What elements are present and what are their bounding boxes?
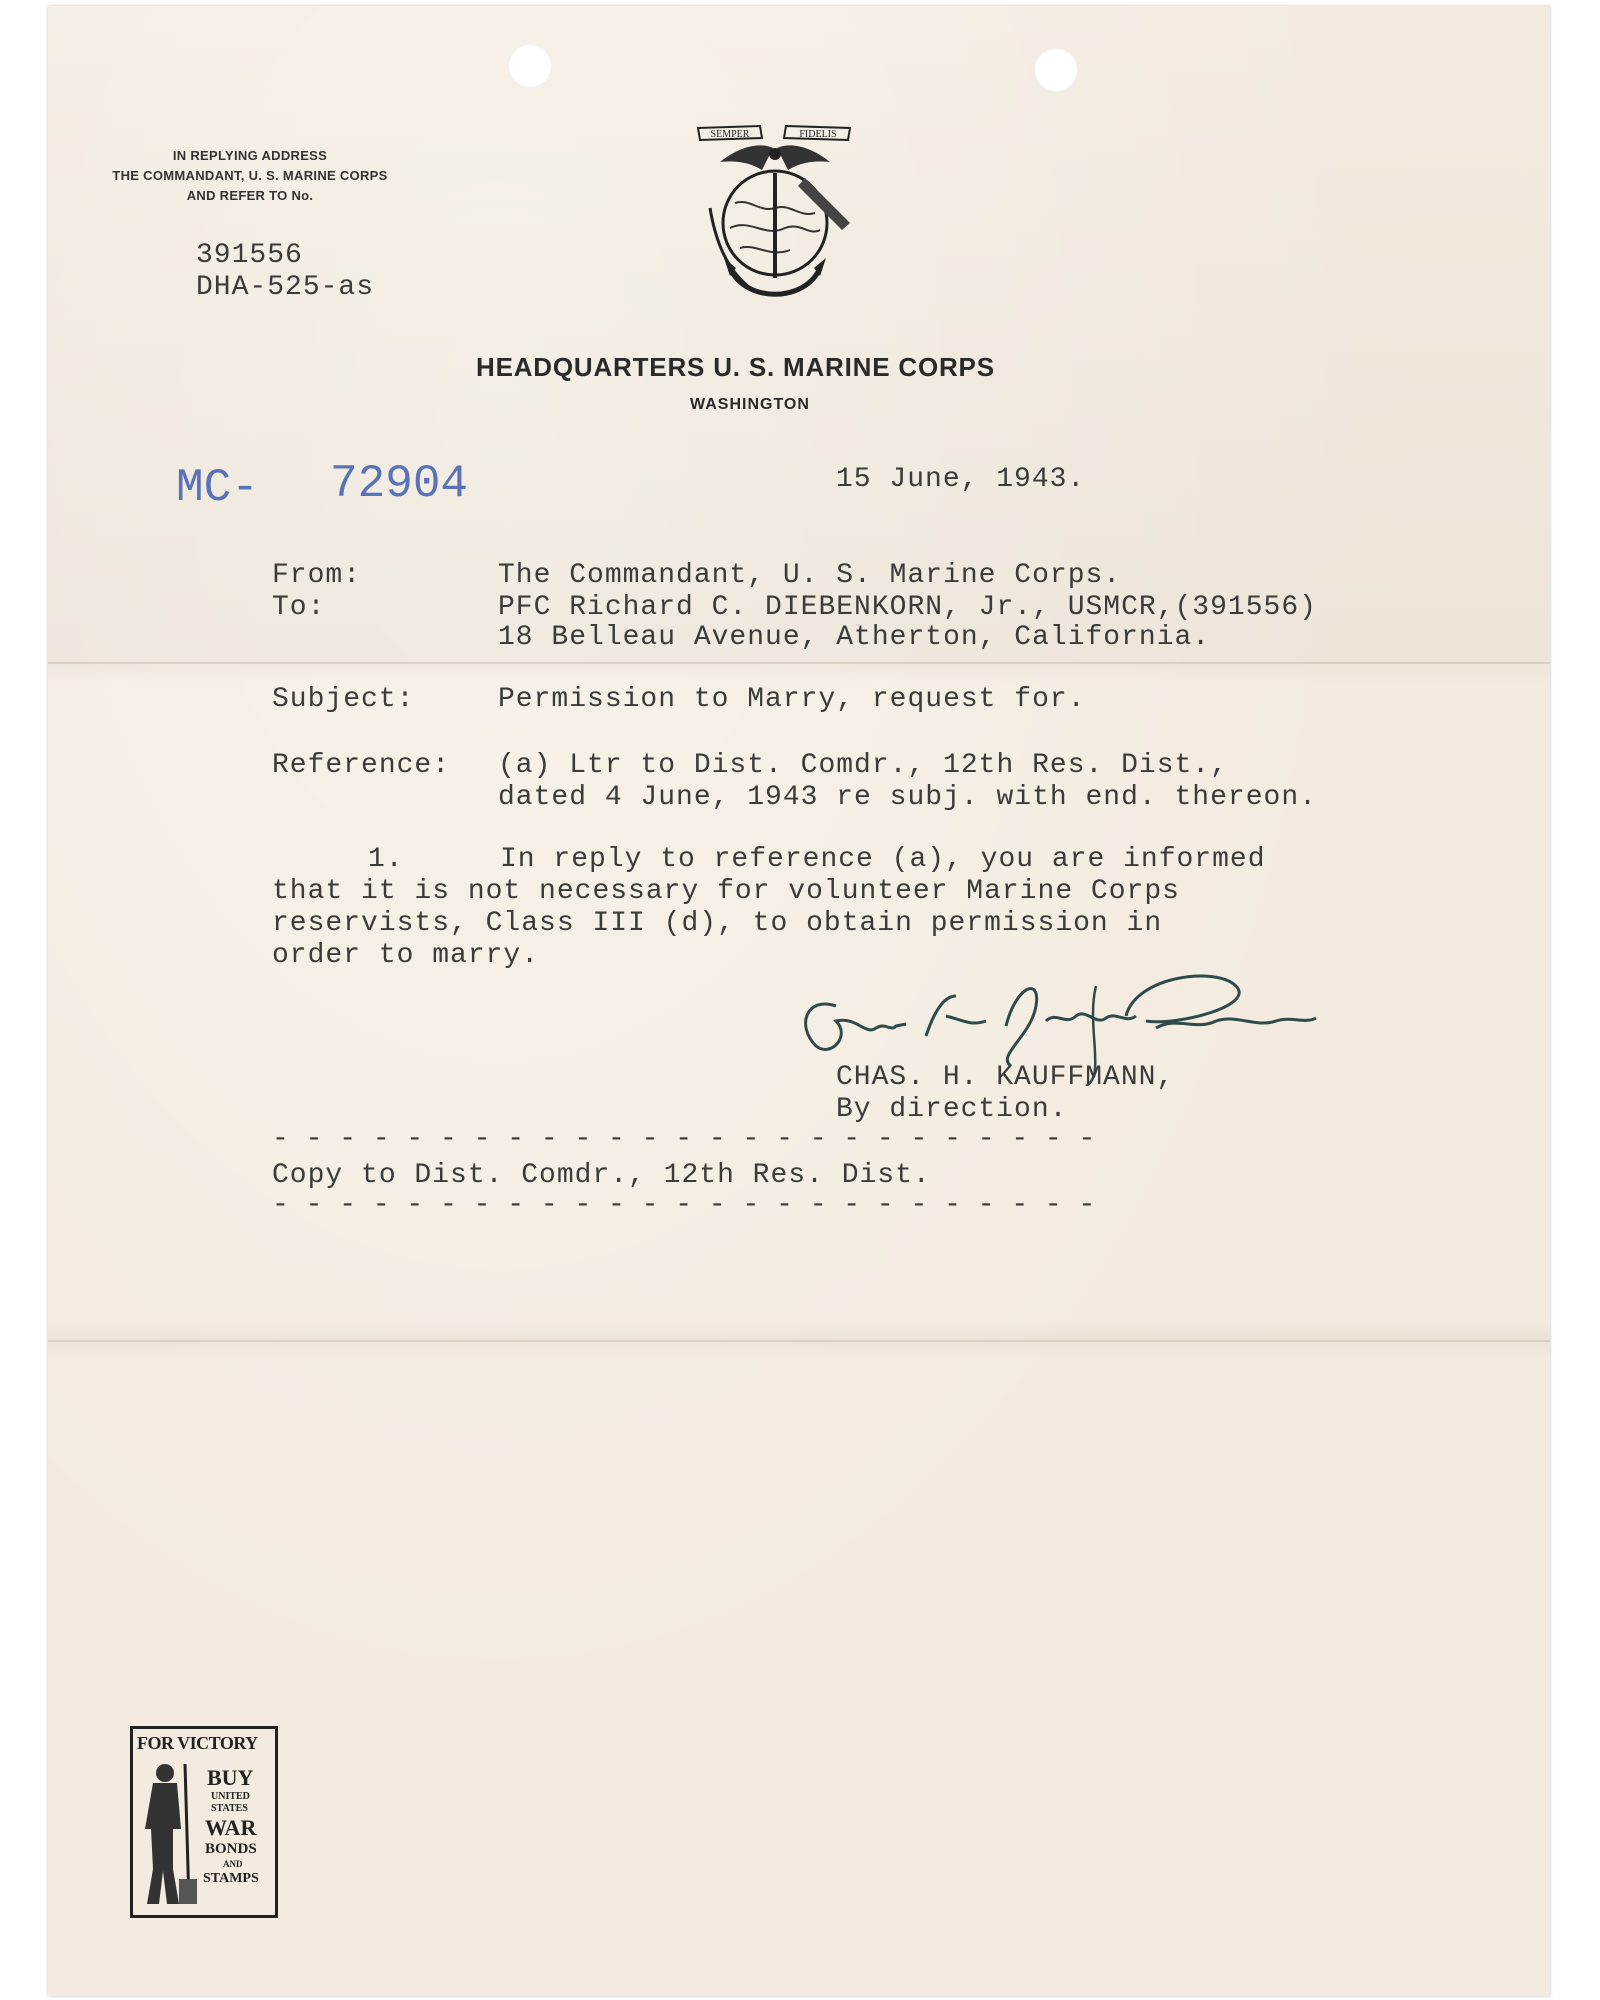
poster-and: AND — [223, 1859, 243, 1869]
poster-bonds: BONDS — [205, 1841, 257, 1857]
poster-for-victory: FOR VICTORY — [137, 1733, 258, 1753]
reference-line-1: (a) Ltr to Dist. Comdr., 12th Res. Dist., — [498, 750, 1228, 781]
letter-date: 15 June, 1943. — [836, 464, 1086, 495]
subject-label: Subject: — [272, 684, 415, 715]
body-line-1: In reply to reference (a), you are informed — [500, 844, 1266, 875]
paper-fold-line — [48, 662, 1550, 664]
reply-line-2: THE COMMANDANT, U. S. MARINE CORPS — [112, 168, 388, 183]
mc-stamp-prefix: MC- — [176, 462, 259, 514]
punch-hole — [508, 44, 552, 88]
headquarters-city: WASHINGTON — [690, 396, 810, 413]
copy-to-line: Copy to Dist. Comdr., 12th Res. Dist. — [272, 1160, 931, 1191]
motto-right: FIDELIS — [799, 129, 837, 140]
minuteman-icon — [139, 1759, 203, 1909]
motto-left: SEMPER — [710, 129, 750, 140]
headquarters-title: HEADQUARTERS U. S. MARINE CORPS — [476, 352, 995, 382]
subject-value: Permission to Marry, request for. — [498, 684, 1086, 715]
from-label: From: — [272, 560, 362, 591]
body-line-2: that it is not necessary for volunteer Marine Corps — [272, 876, 1180, 907]
poster-united: UNITED — [211, 1791, 250, 1802]
eagle-globe-anchor-icon — [690, 118, 860, 308]
reference-number: 391556 — [196, 240, 303, 271]
punch-hole — [1034, 48, 1078, 92]
reference-code: DHA-525-as — [196, 272, 375, 303]
dashed-separator-bottom: - - - - - - - - - - - - - - - - - - - - - - - - - — [272, 1190, 1096, 1221]
body-line-3: reservists, Class III (d), to obtain permission in — [272, 908, 1163, 939]
signer-name: CHAS. H. KAUFFMANN, — [836, 1062, 1175, 1093]
marine-corps-emblem — [690, 118, 860, 308]
reference-label: Reference: — [272, 750, 451, 781]
reply-line-3: AND REFER TO No. — [186, 188, 314, 203]
dashed-separator-top: - - - - - - - - - - - - - - - - - - - - - - - - - — [272, 1124, 1096, 1155]
body-line-4: order to marry. — [272, 940, 540, 971]
to-label: To: — [272, 592, 326, 623]
mc-stamp-number: 72904 — [330, 458, 469, 510]
poster-stamps: STAMPS — [203, 1871, 259, 1886]
paragraph-number: 1. — [368, 844, 404, 875]
from-value: The Commandant, U. S. Marine Corps. — [498, 560, 1122, 591]
poster-war: WAR — [205, 1815, 257, 1840]
reply-line-1: IN REPLYING ADDRESS — [172, 148, 328, 163]
reference-line-2: dated 4 June, 1943 re subj. with end. thereon. — [498, 782, 1317, 813]
reply-address-block — [100, 146, 400, 206]
to-value-line-1: PFC Richard C. DIEBENKORN, Jr., USMCR,(391556) — [498, 592, 1317, 623]
paper-fold-line — [48, 1340, 1550, 1342]
poster-states: STATES — [211, 1803, 248, 1814]
war-bonds-poster — [130, 1726, 278, 1918]
to-value-line-2: 18 Belleau Avenue, Atherton, California. — [498, 622, 1211, 653]
poster-buy: BUY — [207, 1765, 254, 1790]
signer-title: By direction. — [836, 1094, 1068, 1125]
